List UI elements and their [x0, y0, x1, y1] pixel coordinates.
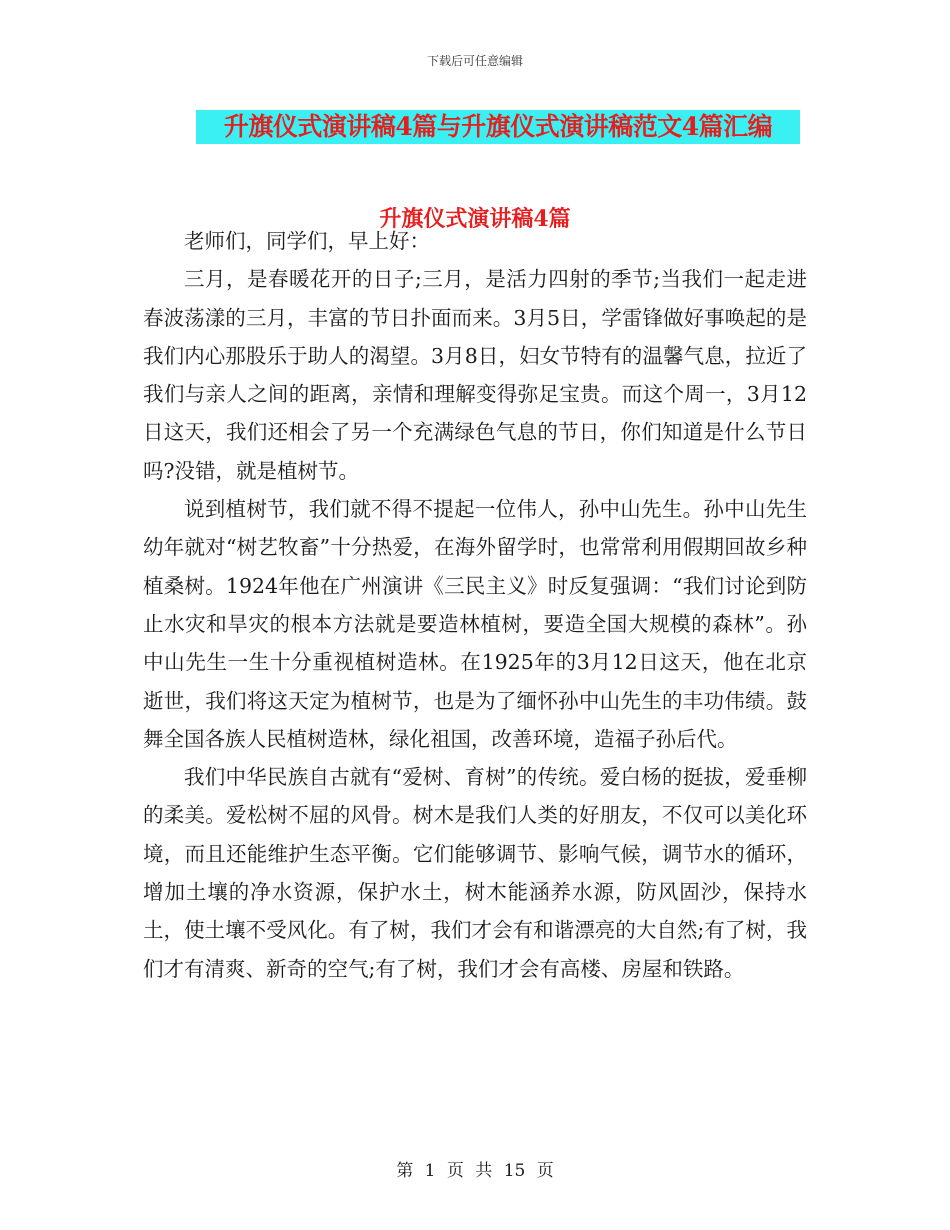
paragraph-greeting: 老师们，同学们，早上好： [184, 229, 430, 253]
paragraph: 我们中华民族自古就有“爱树、育树”的传统。爱白杨的挺拔，爱垂柳的柔美。爱松树不屈的风骨。树木是我们人类的好朋友，不仅可以美化环境，而且还能维护生态平衡。它们能够调节、影响气候，调节水的循环，增加土壤的净水资源，保护水土，树木能涵养水源，防风固沙，保持水土，使土壤不受风化。有了树，我们才会有和谐漂亮的大自然;有了树，我们才有清爽、新奇的空气;有了树，我们才会有高楼、房屋和铁路。 [143, 765, 807, 981]
main-title: 升旗仪式演讲稿4篇与升旗仪式演讲稿范文4篇汇编 [223, 112, 773, 141]
page-footer: 第 1 页 共 15 页 [396, 1161, 554, 1181]
paragraph: 说到植树节，我们就不得不提起一位伟人，孙中山先生。孙中山先生幼年就对“树艺牧畜”十分热爱，在海外留学时，也常常利用假期回故乡种植桑树。1924年他在广州演讲《三民主义》时反复强调：“我们讨论到防止水灾和旱灾的根本方法就是要造林植树，要造全国大规模的森林”。孙中山先生一生十分重视植树造林。在1925年的3月12日这天，他在北京逝世，我们将这天定为植树节，也是为了缅怀孙中山先生的丰功伟绩。鼓舞全国各族人民植树造林，绿化祖国，改善环境，造福子孙后代。 [143, 497, 807, 751]
main-title-highlight [196, 110, 800, 144]
page-header-note: 下载后可任意编辑 [426, 54, 523, 68]
section-title: 升旗仪式演讲稿4篇 [379, 206, 571, 232]
document-body [143, 222, 807, 988]
paragraph: 三月，是春暖花开的日子;三月，是活力四射的季节;当我们一起走进春波荡漾的三月，丰富的节日扑面而来。3月5日，学雷锋做好事唤起的是我们内心那股乐于助人的渴望。3月8日，妇女节特有的温馨气息，拉近了我们与亲人之间的距离，亲情和理解变得弥足宝贵。而这个周一，3月12日这天，我们还相会了另一个充满绿色气息的节日，你们知道是什么节日吗?没错，就是植树节。 [143, 267, 807, 483]
